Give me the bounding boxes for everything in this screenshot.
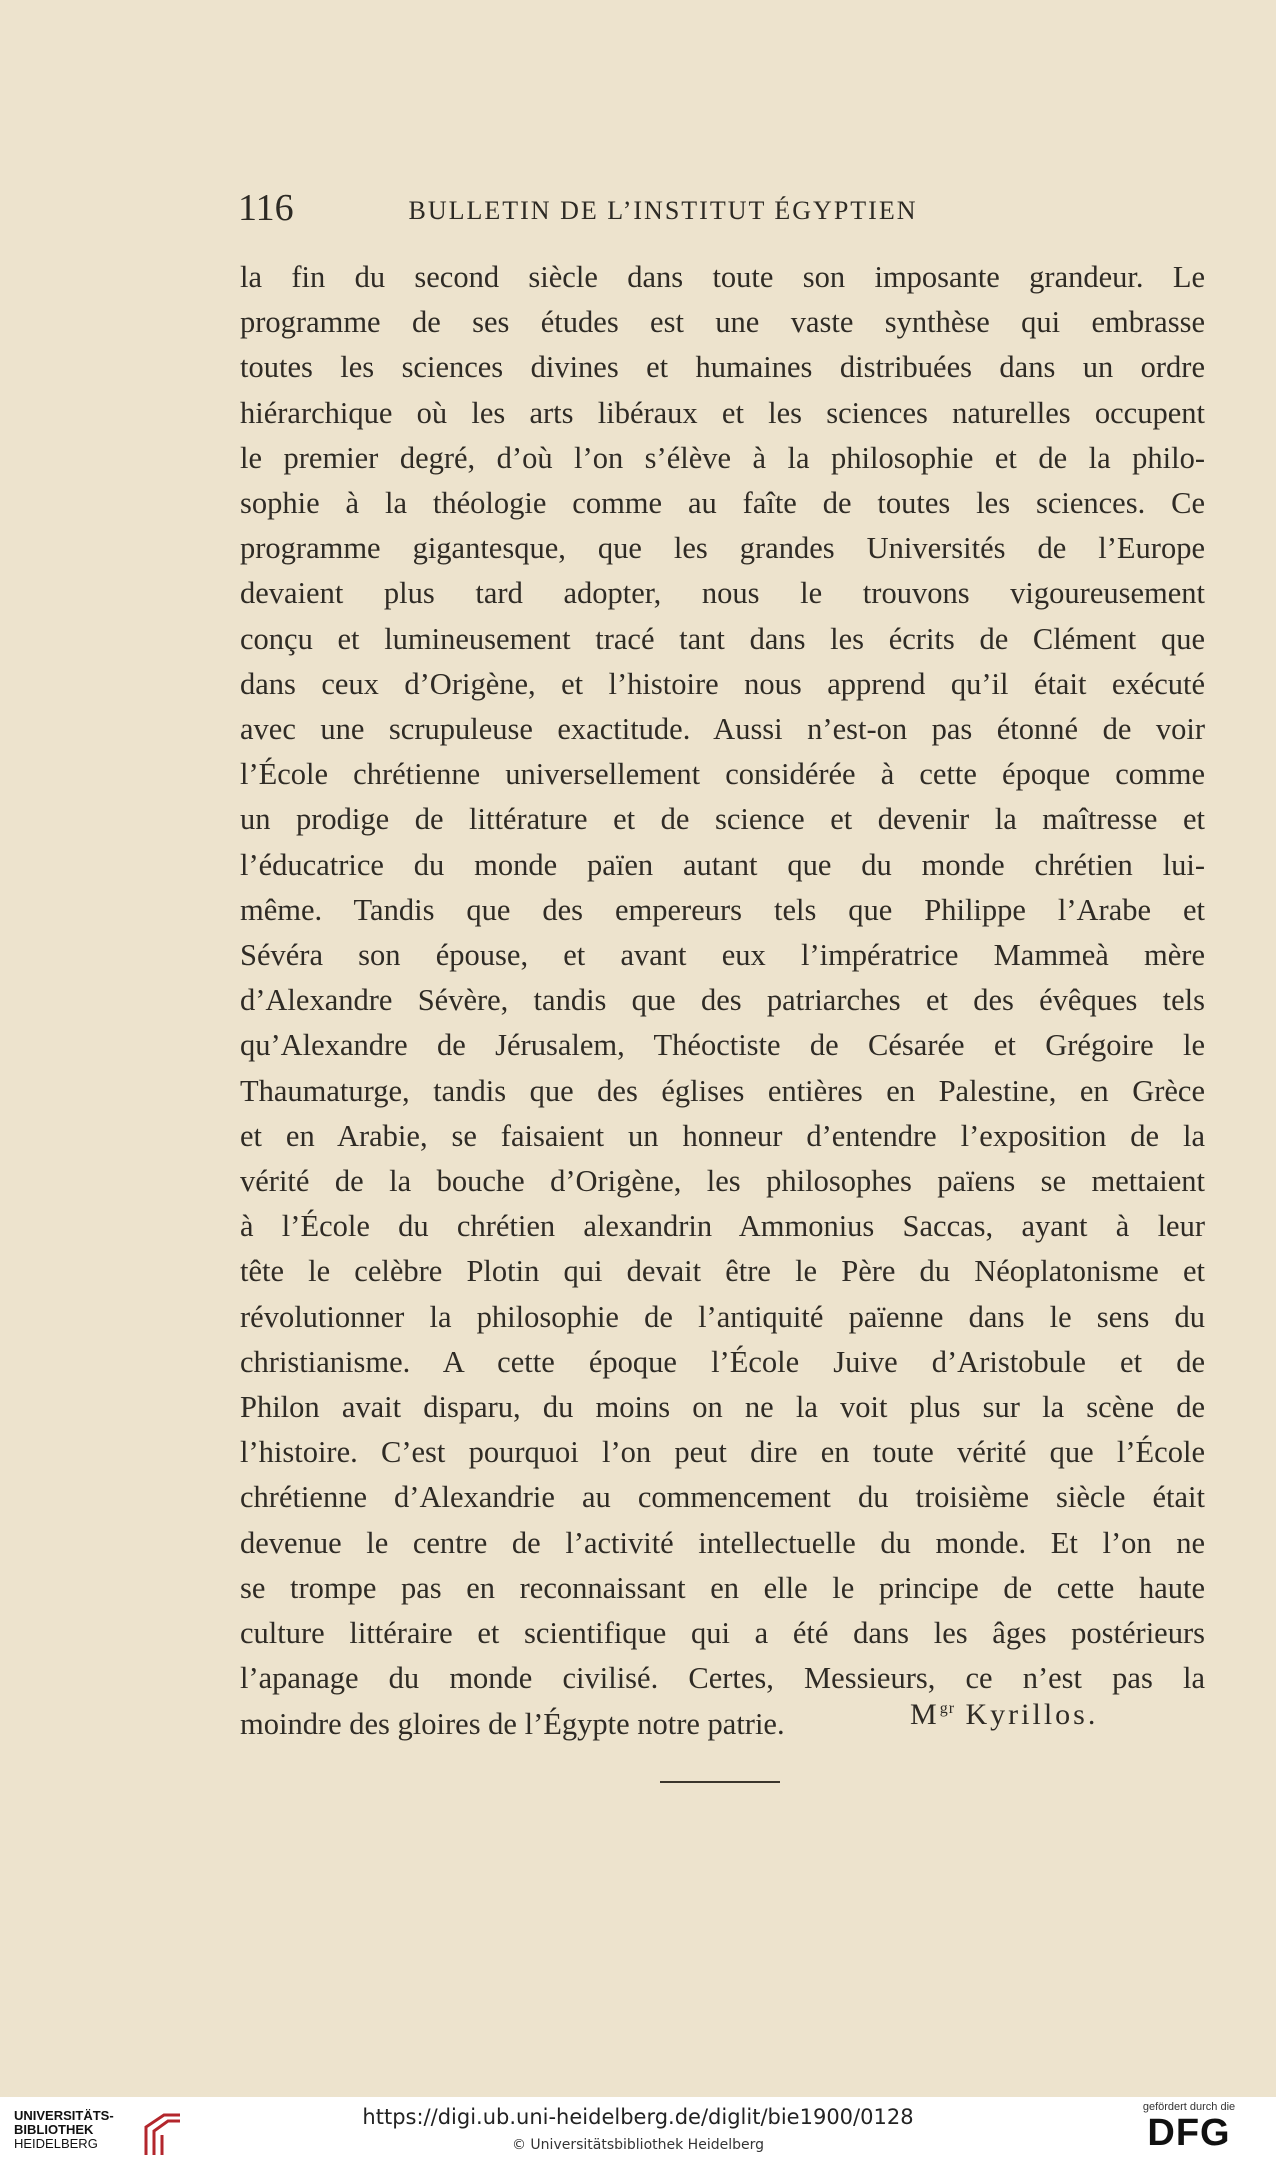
text-line: un prodige de littérature et de science et devenir la maîtresse et bbox=[240, 802, 1205, 837]
text-line: et en Arabie, se faisaient un honneur d’entendre l’exposition de la bbox=[240, 1118, 1205, 1153]
text-line: le premier degré, d’où l’on s’élève à la philosophie et de la philo- bbox=[240, 440, 1205, 475]
page-header bbox=[238, 186, 958, 236]
text-line: révolutionner la philosophie de l’antiquité païenne dans le sens du bbox=[240, 1299, 1205, 1334]
text-line: même. Tandis que des empereurs tels que Philippe l’Arabe et bbox=[240, 892, 1205, 927]
signature-name: Kyrillos. bbox=[965, 1698, 1099, 1731]
text-line: dans ceux d’Origène, et l’histoire nous apprend qu’il était exécuté bbox=[240, 666, 1205, 701]
text-line: Thaumaturge, tandis que des églises entières en Palestine, en Grèce bbox=[240, 1073, 1205, 1108]
signature-superscript: gr bbox=[939, 1700, 956, 1717]
library-line-2: BIBLIOTHEK bbox=[14, 2122, 94, 2137]
viewer-footer bbox=[0, 2097, 1276, 2161]
text-line: programme gigantesque, que les grandes Universités de l’Europe bbox=[240, 531, 1205, 566]
text-line: avec une scrupuleuse exactitude. Aussi n’est-on pas étonné de voir bbox=[240, 712, 1205, 747]
closing-rule bbox=[660, 1781, 780, 1783]
text-line: culture littéraire et scientifique qui a été dans les âges postérieurs bbox=[240, 1616, 1205, 1651]
text-line: tête le celèbre Plotin qui devait être le Père du Néoplatonisme et bbox=[240, 1254, 1205, 1289]
text-line: conçu et lumineusement tracé tant dans les écrits de Clément que bbox=[240, 621, 1205, 656]
text-line: moindre des gloires de l’Égypte notre patrie. bbox=[240, 1706, 785, 1741]
text-line: Sévéra son épouse, et avant eux l’impératrice Mammeà mère bbox=[240, 938, 1205, 973]
text-line: la fin du second siècle dans toute son imposante grandeur. Le bbox=[240, 260, 1205, 294]
text-line: vérité de la bouche d’Origène, les philosophes païens se mettaient bbox=[240, 1164, 1205, 1199]
signature-prefix: M bbox=[910, 1698, 940, 1731]
signature bbox=[910, 1698, 1210, 1732]
text-line: l’École chrétienne universellement considérée à cette époque comme bbox=[240, 757, 1205, 792]
running-head: BULLETIN DE L’INSTITUT ÉGYPTIEN bbox=[408, 196, 918, 225]
permalink-url[interactable]: https://digi.ub.uni-heidelberg.de/diglit/bie1900/0128 bbox=[362, 2105, 914, 2129]
text-line: l’éducatrice du monde païen autant que du monde chrétien lui- bbox=[240, 847, 1205, 882]
text-line: hiérarchique où les arts libéraux et les sciences naturelles occupent bbox=[240, 395, 1205, 430]
text-line: l’histoire. C’est pourquoi l’on peut dire en toute vérité que l’École bbox=[240, 1435, 1205, 1470]
dfg-wordmark: DFG bbox=[1147, 2112, 1231, 2154]
text-line: à l’École du chrétien alexandrin Ammonius Saccas, ayant à leur bbox=[240, 1209, 1205, 1244]
text-line: d’Alexandre Sévère, tandis que des patriarches et des évêques tels bbox=[240, 983, 1205, 1018]
copyright-notice: © Universitätsbibliothek Heidelberg bbox=[511, 2137, 764, 2153]
dfg-logo[interactable] bbox=[1124, 2101, 1254, 2159]
text-line: chrétienne d’Alexandrie au commencement du troisième siècle était bbox=[240, 1480, 1205, 1515]
text-line: christianisme. A cette époque l’École Juive d’Aristobule et de bbox=[240, 1344, 1205, 1379]
text-line: toutes les sciences divines et humaines distribuées dans un ordre bbox=[240, 350, 1205, 385]
text-line: programme de ses études est une vaste synthèse qui embrasse bbox=[240, 305, 1205, 340]
text-line: Philon avait disparu, du moins on ne la voit plus sur la scène de bbox=[240, 1390, 1205, 1425]
text-line: qu’Alexandre de Jérusalem, Théoctiste de Césarée et Grégoire le bbox=[240, 1028, 1205, 1063]
funding-note: gefördert durch die bbox=[1142, 2101, 1236, 2113]
text-line: se trompe pas en reconnaissant en elle le principe de cette haute bbox=[240, 1570, 1205, 1605]
text-line: l’apanage du monde civilisé. Certes, Messieurs, ce n’est pas la bbox=[240, 1661, 1205, 1696]
library-line-1: UNIVERSITÄTS- bbox=[14, 2108, 114, 2123]
text-line: devenue le centre de l’activité intellectuelle du monde. Et l’on ne bbox=[240, 1525, 1205, 1560]
library-line-3: HEIDELBERG bbox=[14, 2136, 98, 2151]
page-number: 116 bbox=[238, 187, 294, 229]
body-text bbox=[240, 255, 1205, 1747]
text-line: sophie à la théologie comme au faîte de toutes les sciences. Ce bbox=[240, 486, 1205, 521]
text-line: devaient plus tard adopter, nous le trouvons vigoureusement bbox=[240, 576, 1205, 611]
